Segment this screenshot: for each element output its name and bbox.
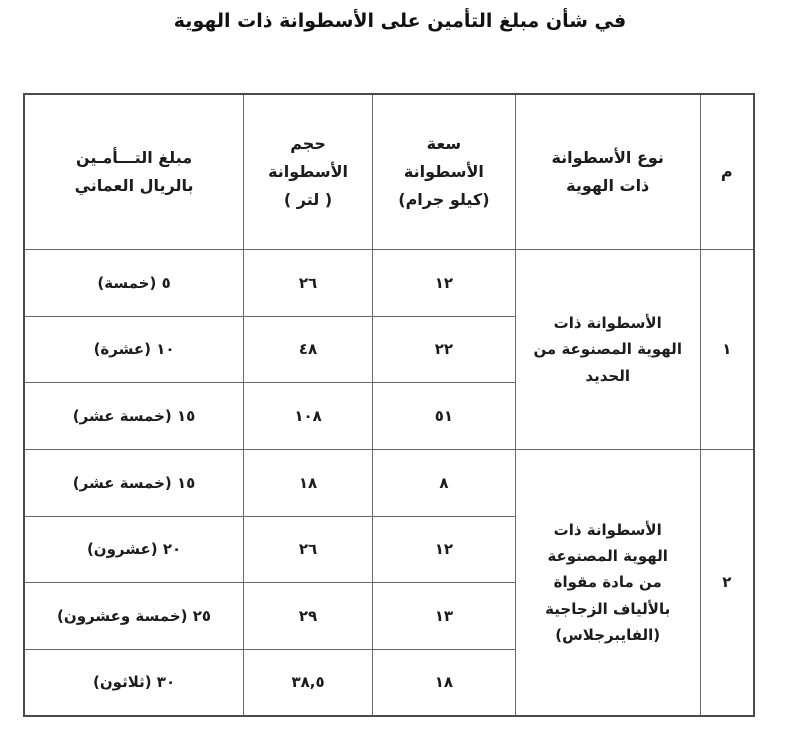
type-line: (الفايبرجلاس) [555,625,661,644]
capacity-cell: ١٨ [372,649,515,716]
group-index-cell: ٢ [700,449,754,716]
header-volume-line: حجم [290,134,326,153]
type-line: الحديد [585,366,630,385]
header-capacity-line: الأسطوانة [403,162,484,181]
header-amount-line: مبلغ التـــأمـين [75,148,193,167]
type-line: الهوية المصنوعة [547,547,668,566]
capacity-cell: ٢٢ [372,316,515,383]
amount-cell: ٣٠ (ثلاثون) [24,649,244,716]
volume-cell: ٢٦ [244,516,373,583]
header-capacity-line: (كيلو جرام) [398,190,490,209]
amount-cell: ١٠ (عشرة) [24,316,244,383]
table-row [24,250,754,317]
table-header-row [24,94,754,250]
cylinder-type-cell [515,449,700,716]
volume-cell: ٢٩ [244,583,373,650]
volume-cell: ٢٦ [244,250,373,317]
insurance-table [23,93,755,717]
capacity-cell: ٥١ [372,383,515,450]
group-index-cell: ١ [700,250,754,450]
document-title: في شأن مبلغ التأمين على الأسطوانة ذات الهوية [173,10,627,32]
amount-cell: ٢٥ (خمسة وعشرون) [24,583,244,650]
header-type-line: ذات الهوية [566,176,650,195]
header-capacity [372,94,515,250]
table-row [24,449,754,516]
header-capacity-line: سعة [426,134,462,153]
amount-cell: ١٥ (خمسة عشر) [24,449,244,516]
type-line: بالألياف الزجاجية [545,599,671,618]
header-volume-line: الأسطوانة [268,162,349,181]
type-line: الهوية المصنوعة من [533,340,682,359]
header-cylinder-type [515,94,700,250]
volume-cell: ١٠٨ [244,383,373,450]
amount-cell: ١٥ (خمسة عشر) [24,383,244,450]
capacity-cell: ١٢ [372,516,515,583]
capacity-cell: ١٢ [372,250,515,317]
volume-cell: ٣٨,٥ [244,649,373,716]
capacity-cell: ٨ [372,449,515,516]
type-line: الأسطوانة ذات [553,314,662,333]
type-line: الأسطوانة ذات [553,520,662,539]
header-index: م [700,94,754,250]
header-volume-line: ( لتر ) [283,190,333,209]
header-amount-line: بالريال العماني [74,176,194,195]
volume-cell: ٤٨ [244,316,373,383]
header-volume [244,94,373,250]
header-type-line: نوع الأسطوانة [551,148,664,167]
volume-cell: ١٨ [244,449,373,516]
type-line: من مادة مقواة [553,573,662,592]
capacity-cell: ١٣ [372,583,515,650]
cylinder-type-cell [515,250,700,450]
header-insurance-amount [24,94,244,250]
amount-cell: ٢٠ (عشرون) [24,516,244,583]
amount-cell: ٥ (خمسة) [24,250,244,317]
